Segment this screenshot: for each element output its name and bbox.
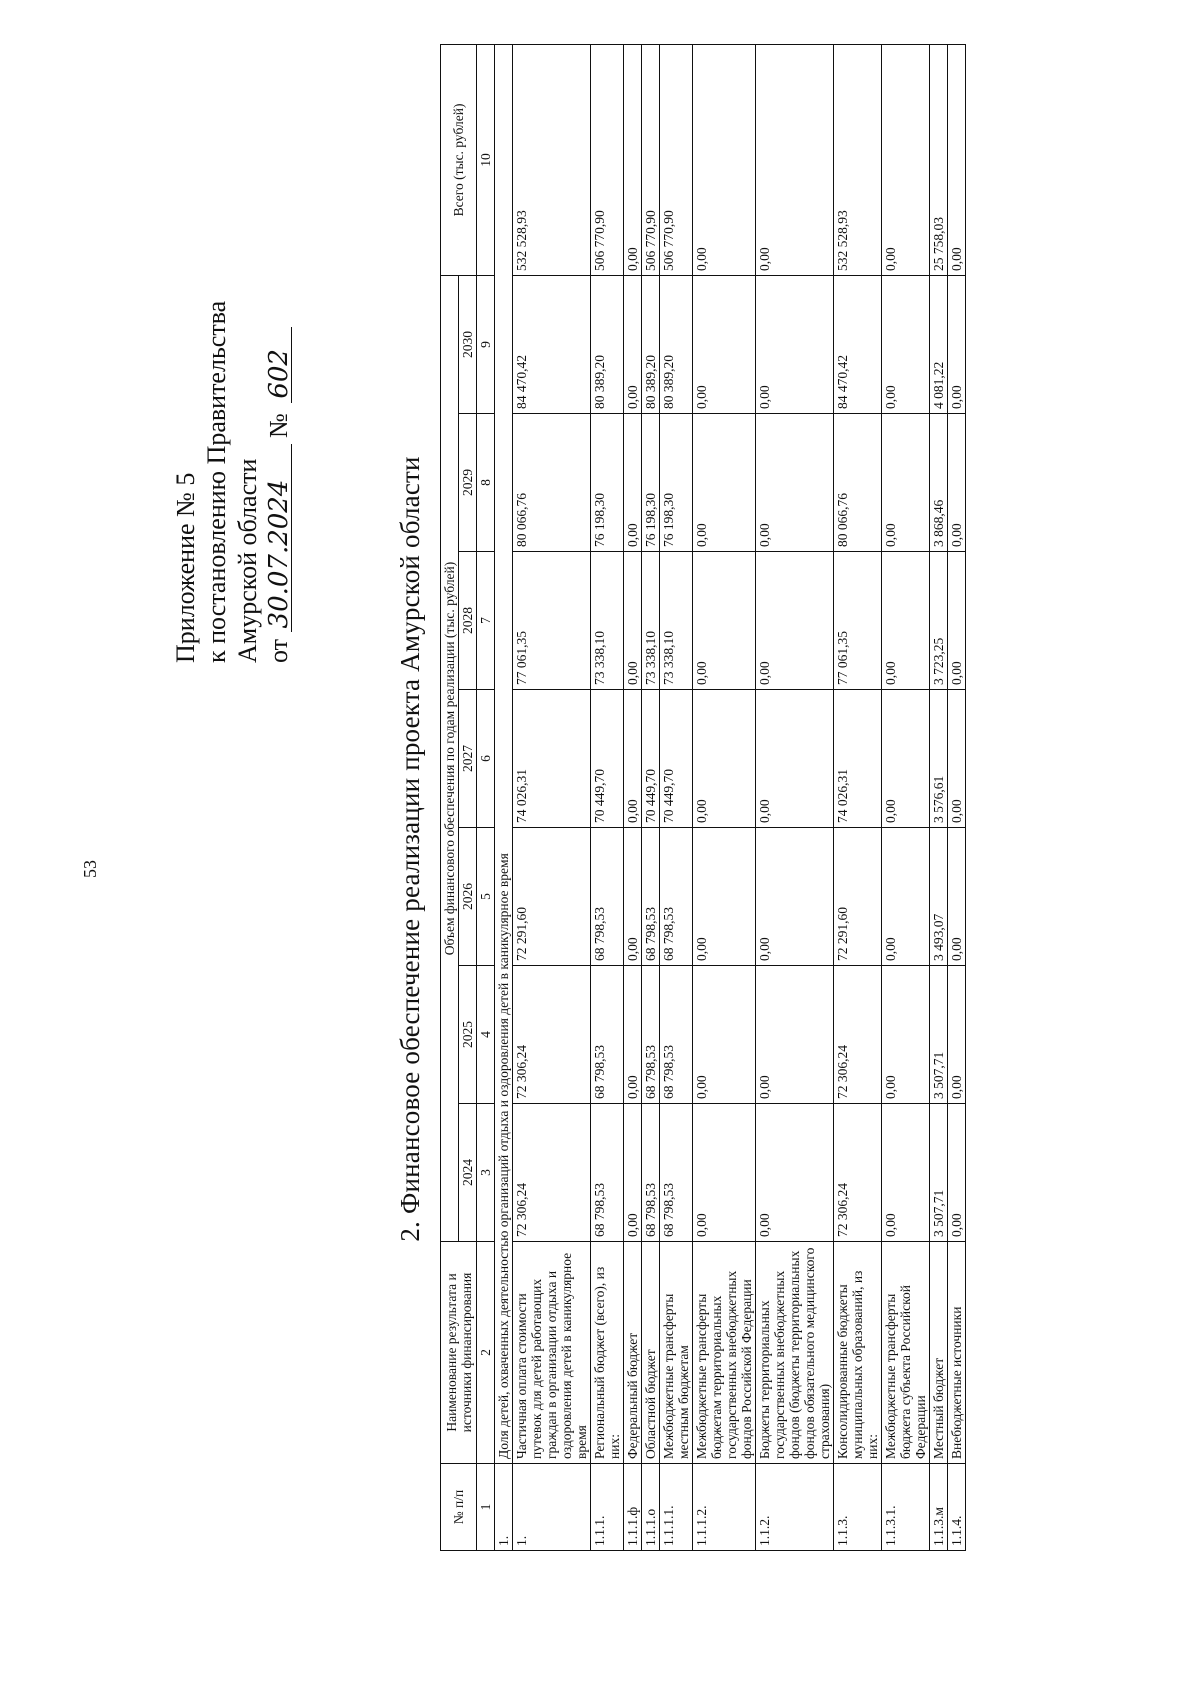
row-num: 1.1.4.: [948, 1464, 966, 1551]
row-year-value: 0,00: [756, 690, 834, 828]
row-name: Межбюджетные трансферты бюджета субъекта Российской Федерации: [882, 1242, 930, 1464]
row-year-value: 0,00: [693, 275, 756, 413]
table-row: [756, 44, 834, 1550]
row-num: 1.1.3.: [834, 1464, 882, 1551]
header-volume: Объем финансового обеспечения по годам реализации (тыс. рублей): [441, 275, 459, 1241]
handwritten-number: 602: [267, 327, 292, 403]
table-row: [591, 44, 624, 1550]
row-year-value: 70 449,70: [642, 690, 660, 828]
row-year-value: 0,00: [948, 828, 966, 966]
column-number-10: 10: [477, 44, 495, 275]
table-row: [693, 44, 756, 1550]
column-number-4: 4: [477, 966, 495, 1104]
table-row: [882, 44, 930, 1550]
row-year-value: 74 026,31: [513, 690, 591, 828]
row-year-value: 76 198,30: [591, 414, 624, 552]
row-total-value: 532 528,93: [834, 44, 882, 275]
row-num: 1.1.1.о: [642, 1464, 660, 1551]
column-number-3: 3: [477, 1104, 495, 1242]
row-num: 1.1.2.: [756, 1464, 834, 1551]
column-number-7: 7: [477, 552, 495, 690]
row-year-value: 68 798,53: [591, 1104, 624, 1242]
row-name: Межбюджетные трансферты местным бюджетам: [660, 1242, 693, 1464]
row-year-value: 84 470,42: [834, 275, 882, 413]
row-name: Региональный бюджет (всего), из них:: [591, 1242, 624, 1464]
row-year-value: 72 291,60: [834, 828, 882, 966]
row-total-value: 506 770,90: [642, 44, 660, 275]
row-year-value: 0,00: [948, 966, 966, 1104]
row-year-value: 0,00: [624, 414, 642, 552]
row-year-value: 68 798,53: [591, 828, 624, 966]
row-year-value: 3 507,71: [930, 1104, 948, 1242]
row-year-value: 0,00: [948, 690, 966, 828]
row-year-value: 0,00: [624, 828, 642, 966]
row-year-value: 3 723,25: [930, 552, 948, 690]
row-year-value: 77 061,35: [513, 552, 591, 690]
row-year-value: 0,00: [624, 1104, 642, 1242]
row-total-value: 532 528,93: [513, 44, 591, 275]
row-year-value: 0,00: [624, 552, 642, 690]
column-numbers-row: [477, 44, 495, 1550]
row-year-value: 0,00: [948, 552, 966, 690]
row-num: 1.: [513, 1464, 591, 1551]
row-year-value: 0,00: [693, 414, 756, 552]
row-year-value: 0,00: [756, 552, 834, 690]
row-year-value: 0,00: [948, 414, 966, 552]
row-year-value: 0,00: [882, 414, 930, 552]
table-row: [642, 44, 660, 1550]
row-total-value: 506 770,90: [660, 44, 693, 275]
row-total-value: 0,00: [948, 44, 966, 275]
row-year-value: 0,00: [693, 966, 756, 1104]
number-prefix: №: [264, 413, 293, 438]
column-number-6: 6: [477, 690, 495, 828]
row-year-value: 0,00: [624, 690, 642, 828]
header-year-5: 2028: [459, 552, 477, 690]
column-number-9: 9: [477, 275, 495, 413]
row-year-value: 0,00: [948, 1104, 966, 1242]
row-year-value: 72 306,24: [834, 966, 882, 1104]
row-year-value: 68 798,53: [642, 828, 660, 966]
date-prefix: от: [264, 638, 293, 663]
row-year-value: 68 798,53: [642, 1104, 660, 1242]
section-num: 1.: [495, 1464, 513, 1551]
row-total-value: 0,00: [882, 44, 930, 275]
header-row-1: [441, 44, 459, 1550]
row-year-value: 76 198,30: [660, 414, 693, 552]
row-year-value: 0,00: [693, 1104, 756, 1242]
row-year-value: 68 798,53: [660, 828, 693, 966]
header-year-1: 2024: [459, 1104, 477, 1242]
approval-line-3: Амурской области: [233, 458, 262, 663]
row-year-value: 0,00: [882, 275, 930, 413]
row-year-value: 0,00: [693, 828, 756, 966]
row-year-value: 68 798,53: [660, 1104, 693, 1242]
header-year-3: 2026: [459, 828, 477, 966]
row-year-value: 68 798,53: [591, 966, 624, 1104]
header-year-4: 2027: [459, 690, 477, 828]
row-name: Частичная оплата стоимости путевок для детей работающих граждан в организации отдыха и оздоровления детей в каникулярное время: [513, 1242, 591, 1464]
row-year-value: 0,00: [756, 275, 834, 413]
document-title: 2. Финансовое обеспечение реализации проекта Амурской области: [395, 456, 425, 1242]
row-year-value: 72 306,24: [834, 1104, 882, 1242]
table-row: [513, 44, 591, 1550]
row-year-value: 0,00: [693, 690, 756, 828]
row-year-value: 0,00: [882, 690, 930, 828]
finance-table: [440, 44, 966, 1551]
section-title: Доля детей, охваченных деятельностью организаций отдыха и оздоровления детей в каникулярное время: [495, 44, 513, 1463]
row-year-value: 3 507,71: [930, 966, 948, 1104]
row-total-value: 0,00: [693, 44, 756, 275]
row-year-value: 0,00: [882, 552, 930, 690]
row-year-value: 72 291,60: [513, 828, 591, 966]
row-name: Областной бюджет: [642, 1242, 660, 1464]
row-year-value: 70 449,70: [660, 690, 693, 828]
section-row: [495, 44, 513, 1550]
row-year-value: 80 389,20: [660, 275, 693, 413]
row-year-value: 0,00: [882, 1104, 930, 1242]
row-year-value: 73 338,10: [591, 552, 624, 690]
row-num: 1.1.3.1.: [882, 1464, 930, 1551]
row-name: Межбюджетные трансферты бюджетам территориальных государственных внебюджетных фондов Российской Федерации: [693, 1242, 756, 1464]
row-year-value: 0,00: [756, 966, 834, 1104]
header-name: Наименование результата и источники финансирования: [441, 1242, 477, 1464]
row-year-value: 72 306,24: [513, 1104, 591, 1242]
header-total: Всего (тыс. рублей): [441, 44, 477, 275]
row-year-value: 0,00: [948, 275, 966, 413]
row-name: Бюджеты территориальных государственных внебюджетных фондов (бюджеты территориальных фондов обязательного медицинского страхования): [756, 1242, 834, 1464]
row-year-value: 77 061,35: [834, 552, 882, 690]
row-year-value: 0,00: [624, 275, 642, 413]
row-year-value: 72 306,24: [513, 966, 591, 1104]
table-row: [930, 44, 948, 1550]
row-year-value: 73 338,10: [642, 552, 660, 690]
row-num: 1.1.1.ф: [624, 1464, 642, 1551]
approval-date-line: [263, 301, 294, 663]
row-num: 1.1.3.м: [930, 1464, 948, 1551]
row-year-value: 0,00: [882, 966, 930, 1104]
row-total-value: 0,00: [624, 44, 642, 275]
row-year-value: 0,00: [756, 828, 834, 966]
row-num: 1.1.1.: [591, 1464, 624, 1551]
header-year-7: 2030: [459, 275, 477, 413]
row-num: 1.1.1.1.: [660, 1464, 693, 1551]
header-year-2: 2025: [459, 966, 477, 1104]
column-number-1: 1: [477, 1464, 495, 1551]
approval-line-1: Приложение № 5: [171, 472, 200, 663]
row-year-value: 76 198,30: [642, 414, 660, 552]
table-row: [948, 44, 966, 1550]
row-year-value: 80 066,76: [834, 414, 882, 552]
row-year-value: 3 868,46: [930, 414, 948, 552]
row-year-value: 0,00: [624, 966, 642, 1104]
page-number: 53: [80, 860, 100, 878]
row-year-value: 70 449,70: [591, 690, 624, 828]
row-year-value: 0,00: [693, 552, 756, 690]
row-year-value: 0,00: [756, 414, 834, 552]
handwritten-date: 30.07.2024: [267, 444, 292, 632]
table-body: [495, 44, 966, 1550]
row-year-value: 84 470,42: [513, 275, 591, 413]
table-row: [624, 44, 642, 1550]
row-year-value: 74 026,31: [834, 690, 882, 828]
column-number-5: 5: [477, 828, 495, 966]
approval-stamp-block: [170, 301, 294, 663]
row-year-value: 68 798,53: [642, 966, 660, 1104]
row-name: Консолидированные бюджеты муниципальных образований, из них:: [834, 1242, 882, 1464]
row-name: Внебюджетные источники: [948, 1242, 966, 1464]
table-row: [660, 44, 693, 1550]
row-name: Местный бюджет: [930, 1242, 948, 1464]
column-number-8: 8: [477, 414, 495, 552]
row-year-value: 80 389,20: [642, 275, 660, 413]
row-year-value: 80 389,20: [591, 275, 624, 413]
column-number-2: 2: [477, 1242, 495, 1464]
row-year-value: 0,00: [756, 1104, 834, 1242]
row-year-value: 3 493,07: [930, 828, 948, 966]
header-num: № п/п: [441, 1464, 477, 1551]
row-year-value: 0,00: [882, 828, 930, 966]
row-year-value: 73 338,10: [660, 552, 693, 690]
row-year-value: 3 576,61: [930, 690, 948, 828]
header-year-6: 2029: [459, 414, 477, 552]
table-row: [834, 44, 882, 1550]
row-total-value: 0,00: [756, 44, 834, 275]
row-year-value: 68 798,53: [660, 966, 693, 1104]
row-year-value: 4 081,22: [930, 275, 948, 413]
row-year-value: 80 066,76: [513, 414, 591, 552]
row-total-value: 25 758,03: [930, 44, 948, 275]
row-num: 1.1.1.2.: [693, 1464, 756, 1551]
approval-line-2: к постановлению Правительства: [202, 300, 231, 663]
finance-table-wrap: [440, 45, 966, 1551]
row-name: Федеральный бюджет: [624, 1242, 642, 1464]
row-total-value: 506 770,90: [591, 44, 624, 275]
